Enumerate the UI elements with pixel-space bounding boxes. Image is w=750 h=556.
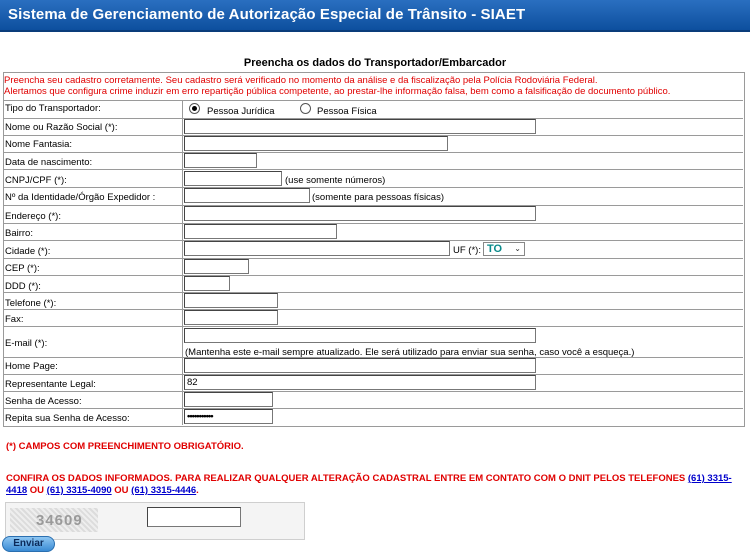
senha2-input[interactable] bbox=[184, 409, 273, 424]
identidade-input[interactable] bbox=[184, 188, 310, 203]
chevron-down-icon: ⌄ bbox=[514, 244, 521, 253]
row-bairro bbox=[3, 223, 743, 241]
cep-label: CEP (*): bbox=[5, 263, 40, 274]
captcha-image bbox=[10, 508, 98, 532]
row-senha bbox=[3, 391, 743, 409]
fax-input[interactable] bbox=[184, 310, 278, 325]
nome-input[interactable] bbox=[184, 119, 536, 134]
cidade-input[interactable] bbox=[184, 241, 450, 256]
senha-input[interactable] bbox=[184, 392, 273, 407]
cidade-label: Cidade (*): bbox=[5, 246, 51, 257]
homepage-input[interactable] bbox=[184, 358, 536, 373]
confirm-end: . bbox=[196, 485, 199, 496]
notice bbox=[4, 75, 742, 97]
form-title: Preencha os dados do Transportador/Embarcador bbox=[243, 57, 507, 69]
radio-pessoa-fisica[interactable] bbox=[300, 103, 311, 114]
captcha-input[interactable] bbox=[147, 507, 241, 527]
fantasia-label: Nome Fantasia: bbox=[5, 139, 73, 150]
identidade-label: Nº da Identidade/Órgão Expedidor : bbox=[5, 192, 156, 203]
captcha-box bbox=[5, 502, 305, 540]
fax-label: Fax: bbox=[5, 314, 24, 325]
nascimento-input[interactable] bbox=[184, 153, 257, 168]
ddd-label: DDD (*): bbox=[5, 281, 41, 292]
telefone-label: Telefone (*): bbox=[5, 298, 57, 309]
radio-pessoa-juridica-label: Pessoa Jurídica bbox=[207, 106, 275, 117]
confirm-ou-1: OU bbox=[29, 485, 45, 496]
nome-label: Nome ou Razão Social (*): bbox=[5, 122, 118, 133]
email-hint: (Mantenha este e-mail sempre atualizado. Ele será utilizado para enviar sua senha, caso você a esqueça.) bbox=[185, 347, 635, 358]
title-bar bbox=[0, 0, 750, 32]
required-note: (*) CAMPOS COM PREENCHIMENTO OBRIGATÓRIO. bbox=[6, 441, 244, 452]
homepage-label: Home Page: bbox=[5, 361, 58, 372]
senha2-label: Repita sua Senha de Acesso: bbox=[5, 413, 130, 424]
uf-select[interactable] bbox=[483, 242, 525, 256]
row-senha2 bbox=[3, 408, 743, 426]
cnpj-hint: (use somente números) bbox=[285, 175, 386, 186]
endereco-input[interactable] bbox=[184, 206, 536, 221]
submit-button[interactable]: Enviar bbox=[2, 536, 55, 552]
phone-link-1[interactable]: (61) 3315-4418 bbox=[6, 473, 732, 496]
captcha-code: 34609 bbox=[36, 512, 83, 529]
radio-pessoa-juridica[interactable] bbox=[189, 103, 200, 114]
row-nascimento bbox=[3, 152, 743, 170]
confirm-note bbox=[6, 473, 744, 497]
row-telefone bbox=[3, 292, 743, 310]
radio-pessoa-fisica-label: Pessoa Física bbox=[317, 106, 377, 117]
endereco-label: Endereço (*): bbox=[5, 211, 61, 222]
cnpj-label: CNPJ/CPF (*): bbox=[5, 175, 67, 186]
bairro-input[interactable] bbox=[184, 224, 337, 239]
uf-value: TO bbox=[487, 243, 503, 255]
row-cep bbox=[3, 258, 743, 276]
cep-input[interactable] bbox=[184, 259, 249, 274]
phone-link-2[interactable]: (61) 3315-4090 bbox=[46, 485, 112, 496]
representante-input[interactable] bbox=[184, 375, 536, 390]
telefone-input[interactable] bbox=[184, 293, 278, 308]
notice-line-1: Preencha seu cadastro corretamente. Seu cadastro será verificado no momento da análise e da fiscalização pela Polícia Rodoviária Federal. bbox=[4, 75, 598, 86]
fantasia-input[interactable] bbox=[184, 136, 448, 151]
bairro-label: Bairro: bbox=[5, 228, 33, 239]
app-title: Sistema de Gerenciamento de Autorização Especial de Trânsito - SIAET bbox=[8, 6, 526, 23]
tipo-label: Tipo do Transportador: bbox=[5, 103, 101, 114]
email-label: E-mail (*): bbox=[5, 338, 48, 349]
confirm-ou-2: OU bbox=[114, 485, 129, 496]
identidade-hint: (somente para pessoas físicas) bbox=[312, 192, 445, 203]
confirm-text: CONFIRA OS DADOS INFORMADOS. PARA REALIZAR QUALQUER ALTERAÇÃO CADASTRAL ENTRE EM CONTATO COM O DNIT PELOS TELEFONES bbox=[6, 473, 686, 484]
phone-link-3[interactable]: (61) 3315-4446 bbox=[131, 485, 197, 496]
ddd-input[interactable] bbox=[184, 276, 230, 291]
cnpj-input[interactable] bbox=[184, 171, 282, 186]
representante-label: Representante Legal: bbox=[5, 379, 96, 390]
senha-label: Senha de Acesso: bbox=[5, 396, 82, 407]
row-ddd bbox=[3, 275, 743, 293]
email-input[interactable] bbox=[184, 328, 536, 343]
nascimento-label: Data de nascimento: bbox=[5, 157, 93, 168]
notice-line-2: Alertamos que configura crime induzir em erro repartição pública competente, ao prestar-lhe informação falsa, bem como a falsificação de documento público. bbox=[4, 86, 671, 97]
row-fax bbox=[3, 309, 743, 327]
uf-label: UF (*): bbox=[453, 245, 481, 256]
